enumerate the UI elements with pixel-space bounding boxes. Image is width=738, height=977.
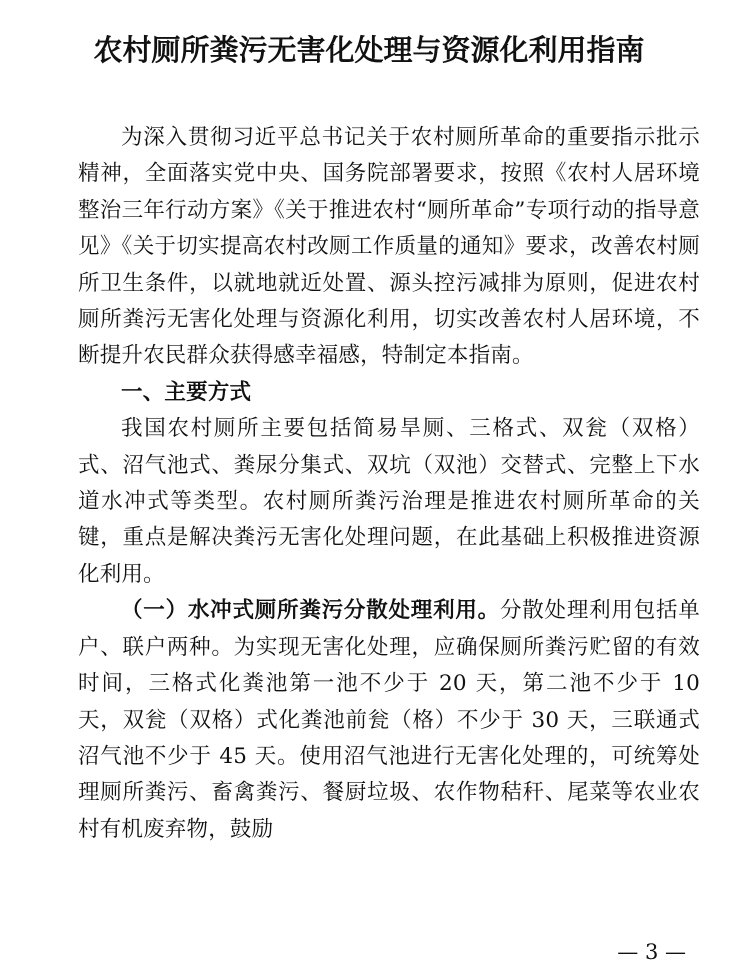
intro-paragraph: 为深入贯彻习近平总书记关于农村厕所革命的重要指示批示精神，全面落实党中央、国务院部署要求，按照《农村人居环境整治三年行动方案》《关于推进农村“厕所革命”专项行动的指导意见》《关于切实提高农村改厕工作质量的通知》要求，改善农村厕所卫生条件，以就地就近处置、源头控污减排为原则，促进农村厕所粪污无害化处理与资源化利用，切实改善农村人居环境，不断提升农民群众获得感幸福感，特制定本指南。: [78, 125, 700, 369]
subsection-heading-flush-toilet: （一）水冲式厕所粪污分散处理利用。: [121, 598, 500, 624]
section-paragraph-toilet-types: 我国农村厕所主要包括简易旱厕、三格式、双瓮（双格）式、沼气池式、粪尿分集式、双坑（双池）交替式、完整上下水道水冲式等类型。农村厕所粪污治理是推进农村厕所革命的关键，重点是解决粪污无害化处理问题，在此基础上积极推进资源化利用。: [78, 416, 700, 587]
subsection-text-flush-toilet: 分散处理利用包括单户、联户两种。为实现无害化处理，应确保厕所粪污贮留的有效时间，三格式化粪池第一池不少于 20 天，第二池不少于 10 天，双瓮（双格）式化粪池前瓮（格）不少于 30 天，三联通式沼气池不少于 45 天。使用沼气池进行无害化处理的，可统筹处理厕所粪污、畜禽粪污、餐厨垃圾、农作物秸秆、尾菜等农业农村有机废弃物，鼓励: [78, 598, 700, 842]
subsection-paragraph-flush-toilet: [78, 593, 700, 848]
document-title: 农村厕所粪污无害化处理与资源化利用指南: [93, 33, 645, 67]
section-heading-main-methods: 一、主要方式: [121, 379, 252, 405]
page-number: — 3 —: [617, 940, 686, 964]
document-body: [78, 120, 700, 848]
